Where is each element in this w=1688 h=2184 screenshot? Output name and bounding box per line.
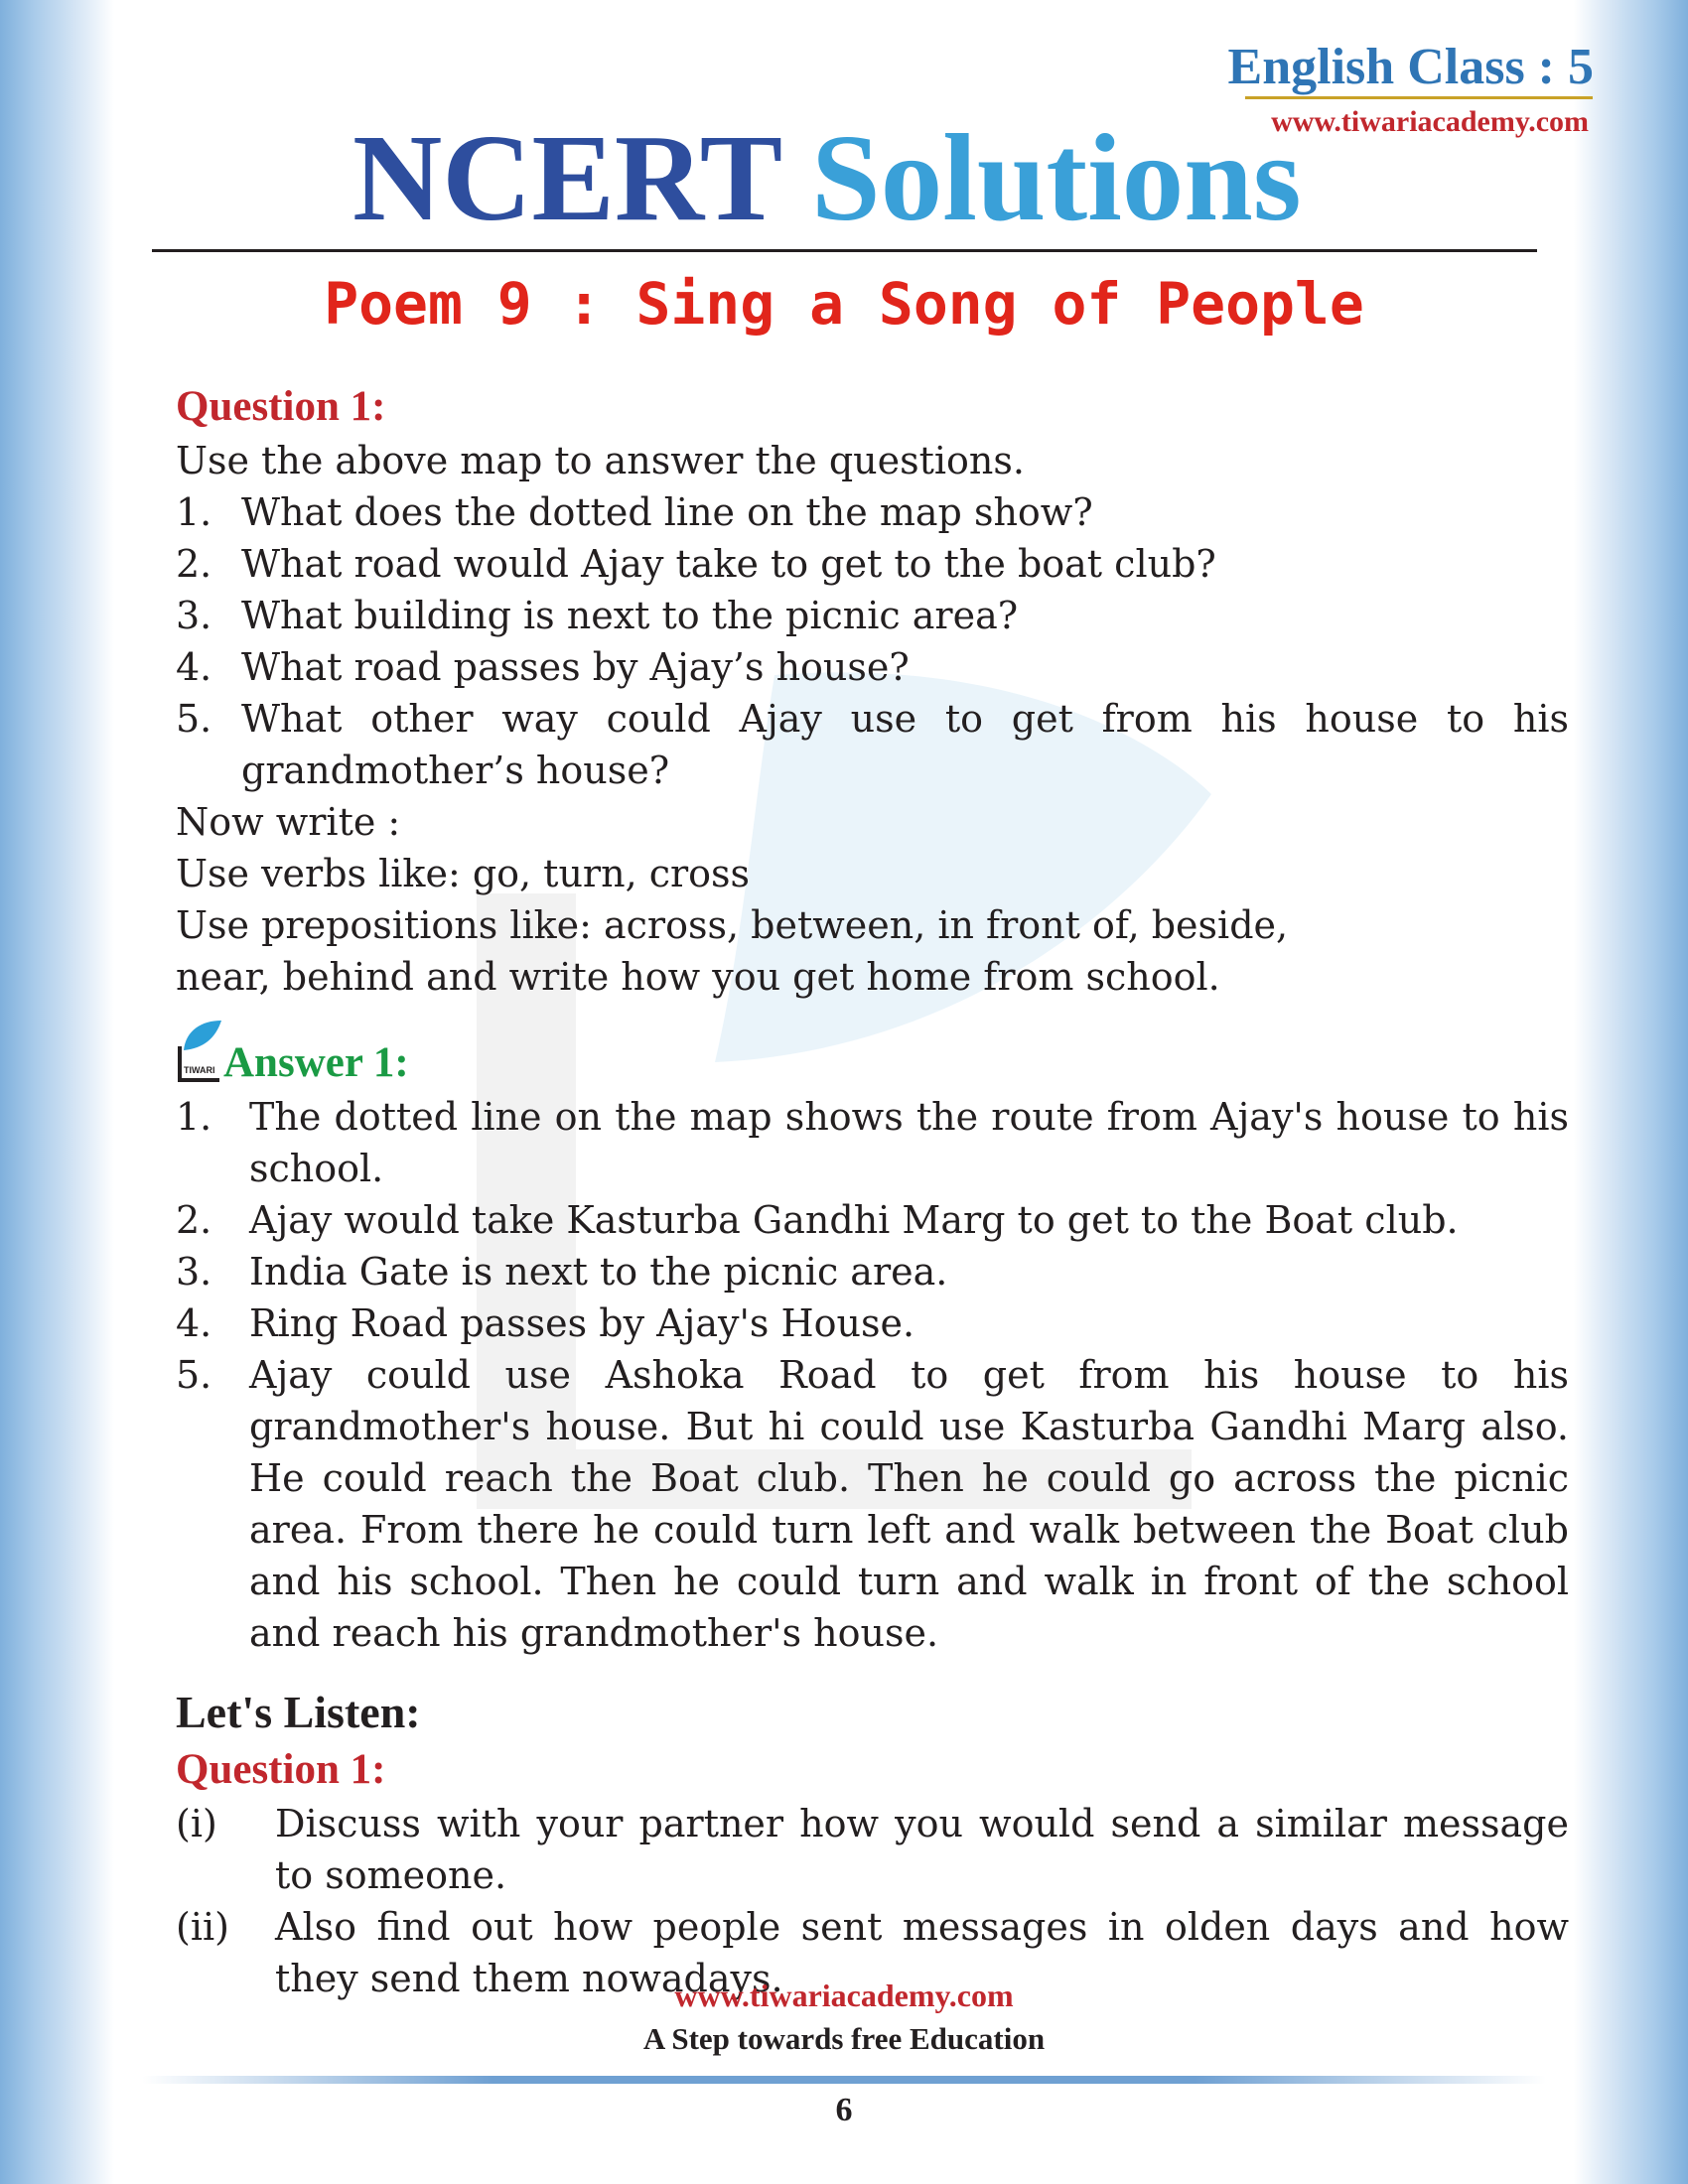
class-label-underline xyxy=(1245,96,1593,99)
title-divider xyxy=(152,249,1537,252)
list-item xyxy=(176,1798,1569,1901)
item-number: (ii) xyxy=(176,1905,229,1949)
answer-1-list xyxy=(176,1091,1569,1659)
footer-tagline: A Step towards free Education xyxy=(642,2021,1046,2056)
item-number: 5. xyxy=(176,697,212,741)
list-item xyxy=(176,1246,1569,1297)
question-1-heading: Question 1: xyxy=(176,383,386,430)
item-number: 2. xyxy=(176,542,212,586)
prepositions-line-2: near, behind and write how you get home from school. xyxy=(176,955,1220,999)
list-item xyxy=(176,1349,1569,1659)
item-number: 1. xyxy=(176,490,212,534)
title-part-ncert: NCERT xyxy=(352,110,780,247)
item-text: What building is next to the picnic area? xyxy=(241,594,1019,637)
item-text: What does the dotted line on the map show? xyxy=(241,490,1093,534)
page-number: 6 xyxy=(835,2092,853,2128)
list-item xyxy=(176,1194,1569,1246)
list-item xyxy=(176,486,1569,538)
list-item xyxy=(176,538,1569,590)
list-item xyxy=(176,693,1569,796)
verbs-line: Use verbs like: go, turn, cross xyxy=(176,852,751,895)
item-number: 3. xyxy=(176,1250,212,1294)
item-text: What road would Ajay take to get to the boat club? xyxy=(241,542,1216,586)
item-text: Discuss with your partner how you would send a similar message to someone. xyxy=(275,1802,1569,1897)
list-item xyxy=(176,1297,1569,1349)
list-item xyxy=(176,590,1569,641)
item-text: Also find out how people sent messages in olden days and how they send them nowadays. xyxy=(275,1905,1569,2000)
list-item xyxy=(176,641,1569,693)
title-part-solutions: Solutions xyxy=(811,110,1302,247)
header-website: www.tiwariacademy.com xyxy=(1271,105,1589,138)
lets-listen-heading: Let's Listen: xyxy=(176,1687,421,1737)
item-number: 4. xyxy=(176,1301,212,1345)
footer-website: www.tiwariacademy.com xyxy=(674,1978,1014,2013)
item-number: 5. xyxy=(176,1353,212,1397)
list-item xyxy=(176,1091,1569,1194)
item-number: 2. xyxy=(176,1198,212,1242)
prepositions-line-1: Use prepositions like: across, between, in front of, beside, xyxy=(176,903,1289,947)
item-text: What other way could Ajay use to get from his house to his grandmother’s house? xyxy=(241,697,1569,792)
item-text: India Gate is next to the picnic area. xyxy=(249,1250,948,1294)
content-area xyxy=(176,379,1569,2004)
item-text: What road passes by Ajay’s house? xyxy=(241,645,910,689)
item-text: The dotted line on the map shows the route from Ajay's house to his school. xyxy=(249,1095,1569,1190)
item-number: 1. xyxy=(176,1095,212,1139)
logo-text: TIWARI xyxy=(184,1065,215,1075)
item-text: Ajay would take Kasturba Gandhi Marg to get to the Boat club. xyxy=(249,1198,1459,1242)
listen-question-list xyxy=(176,1798,1569,2004)
item-text: Ring Road passes by Ajay's House. xyxy=(249,1301,915,1345)
answer-1-heading-row xyxy=(176,1034,1569,1091)
question-1-intro: Use the above map to answer the questions. xyxy=(176,439,1025,482)
footer-divider xyxy=(142,2076,1546,2084)
poem-title: Poem 9 : Sing a Song of People xyxy=(324,270,1364,338)
page-title xyxy=(352,110,1302,247)
listen-question-1-heading: Question 1: xyxy=(176,1746,386,1793)
item-number: 3. xyxy=(176,594,212,637)
now-write-label: Now write : xyxy=(176,800,401,844)
item-text: Ajay could use Ashoka Road to get from his house to his grandmother's house. But hi could use Kasturba Gandhi Marg also. He could reach the Boat club. Then he could go across the picnic area. From there he could turn left and walk between the Boat club and his school. Then he could turn and walk in front of the school and reach his grandmother's house. xyxy=(249,1353,1569,1655)
question-1-list xyxy=(176,486,1569,796)
item-number: 4. xyxy=(176,645,212,689)
item-number: (i) xyxy=(176,1802,217,1845)
answer-1-heading: Answer 1: xyxy=(223,1039,409,1086)
tiwari-leaf-logo-icon xyxy=(170,1034,223,1090)
class-label: English Class : 5 xyxy=(1227,39,1594,95)
